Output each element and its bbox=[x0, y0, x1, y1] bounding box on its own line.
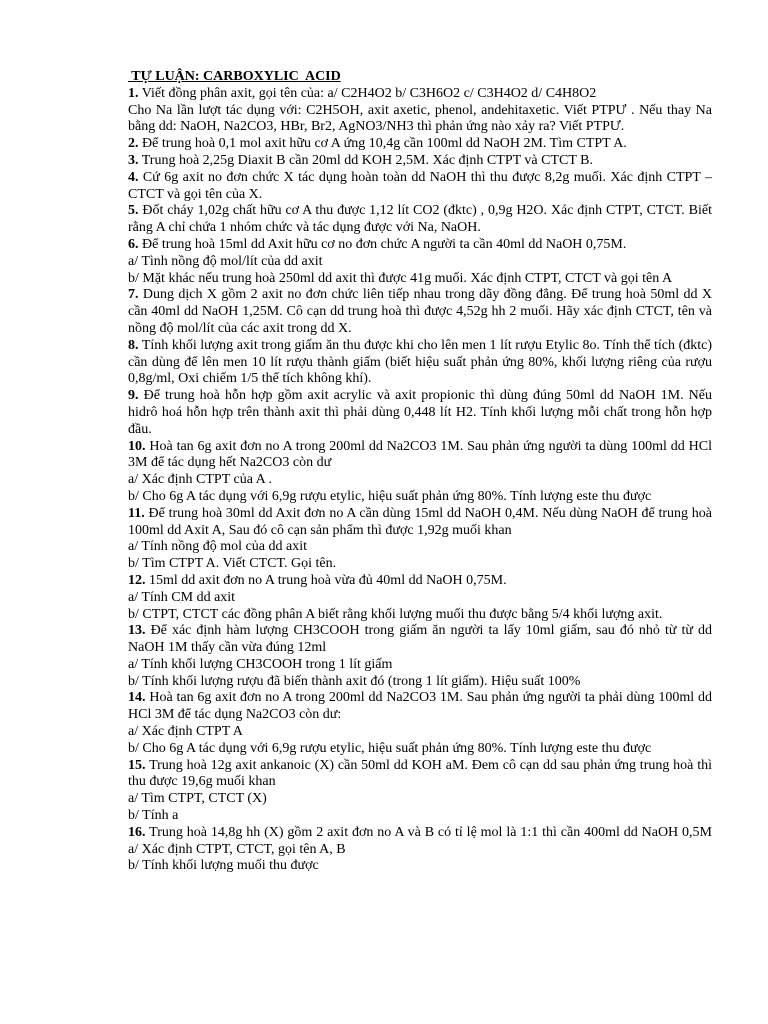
question-15-part-a: a/ Tìm CTPT, CTCT (X) bbox=[128, 791, 267, 807]
question-6-part-a: a/ Tình nồng độ mol/lít của dd axit bbox=[128, 253, 323, 269]
question-12 bbox=[128, 573, 712, 590]
question-text: Để xác định hàm lượng CH3COOH trong giấm ăn người ta lấy 10ml giấm, sau đó nhỏ từ từ dd NaOH 1M thấy cần vừa đúng 12ml bbox=[128, 623, 713, 656]
question-number: 14. bbox=[128, 690, 146, 706]
question-number: 1. bbox=[128, 85, 139, 101]
question-text: Trung hoà 14,8g hh (X) gồm 2 axit đơn no A và B có tỉ lệ mol là 1:1 thì cần 400ml dd NaOH 0,5M bbox=[149, 824, 713, 840]
question-text: Hoà tan 6g axit đơn no A trong 200ml dd Na2CO3 1M. Sau phản ứng người ta dùng 100ml dd HCl 3M để tác dụng hết Na2CO3 còn dư bbox=[128, 438, 712, 471]
question-text: Trung hoà 12g axit ankanoic (X) cần 50ml dd KOH aM. Đem cô cạn dd sau phản ứng trung hoà thì thu được 19,6g muối khan bbox=[128, 757, 712, 790]
question-10-part-b: b/ Cho 6g A tác dụng với 6,9g rượu etylic, hiệu suất phản ứng 80%. Tính lượng este thu được bbox=[128, 488, 652, 504]
question-13 bbox=[128, 623, 712, 657]
question-text: 15ml dd axit đơn no A trung hoà vừa đủ 40ml dd NaOH 0,75M. bbox=[149, 572, 507, 588]
question-text: Để trung hoà hỗn hợp gồm axit acrylic và axit propionic thì dùng đúng 50ml dd NaOH 1M. Nếu hidrô hoá hỗn hợp trên thành axit thì phải dùng 0,448 lít H2. Tính khối lượng mỗi chất trong hỗn hợp đầu. bbox=[128, 388, 713, 437]
question-number: 13. bbox=[128, 623, 146, 639]
question-10-part-a: a/ Xác định CTPT của A . bbox=[128, 472, 272, 488]
question-9 bbox=[128, 388, 712, 438]
question-number: 6. bbox=[128, 236, 139, 252]
document-body bbox=[128, 69, 712, 875]
question-4 bbox=[128, 170, 712, 204]
question-number: 4. bbox=[128, 169, 139, 185]
question-13-part-b: b/ Tính khối lượng rượu đã biến thành axit đó (trong 1 lít giấm). Hiệu suất 100% bbox=[128, 673, 581, 689]
question-number: 10. bbox=[128, 438, 146, 454]
question-11-part-a: a/ Tính nồng độ mol của dd axit bbox=[128, 539, 307, 555]
question-number: 15. bbox=[128, 757, 146, 773]
question-16-part-b: b/ Tính khối lượng muối thu được bbox=[128, 858, 319, 874]
question-text: Cứ 6g axit no đơn chức X tác dụng hoàn toàn dd NaOH thì thu được 8,2g muối. Xác định CTPT – CTCT và gọi tên của X. bbox=[128, 169, 713, 202]
question-5 bbox=[128, 203, 712, 237]
question-12-part-a: a/ Tính CM dd axit bbox=[128, 589, 236, 605]
question-text: Dung dịch X gồm 2 axit no đơn chức liên tiếp nhau trong dãy đồng đẳng. Để trung hoà 50ml dd X cần 40ml dd NaOH 1,25M. Cô cạn dd trung hoà thì được 4,52g hh 2 muối. Hãy xác định CTCT, tên và nồng độ mol/lít của các axit trong dd X. bbox=[128, 287, 712, 336]
question-number: 11. bbox=[128, 505, 145, 521]
question-number: 8. bbox=[128, 337, 139, 353]
question-3 bbox=[128, 153, 712, 170]
question-12-part-b: b/ CTPT, CTCT các đồng phân A biết rằng khối lượng muối thu được bằng 5/4 khối lượng axit. bbox=[128, 606, 663, 622]
question-10 bbox=[128, 439, 712, 473]
question-number: 12. bbox=[128, 572, 146, 588]
question-text: Hoà tan 6g axit đơn no A trong 200ml dd Na2CO3 1M. Sau phản ứng người ta phải dùng 100ml dd HCl 3M để tác dụng Na2CO3 còn dư: bbox=[128, 690, 712, 723]
question-6-part-b: b/ Mặt khác nếu trung hoà 250ml dd axit thì được 41g muối. Xác định CTPT, CTCT và gọi tên A bbox=[128, 270, 673, 286]
question-6 bbox=[128, 237, 712, 254]
question-text: Để trung hoà 15ml dd Axit hữu cơ no đơn chức A người ta cần 40ml dd NaOH 0,75M. bbox=[142, 236, 627, 252]
question-number: 7. bbox=[128, 287, 139, 303]
question-16-part-a: a/ Xác định CTPT, CTCT, gọi tên A, B bbox=[128, 841, 346, 857]
question-number: 9. bbox=[128, 388, 139, 404]
question-11-part-b: b/ Tìm CTPT A. Viết CTCT. Gọi tên. bbox=[128, 556, 337, 572]
question-14 bbox=[128, 690, 712, 724]
question-text: Để trung hoà 0,1 mol axit hữu cơ A ứng 10,4g cần 100ml dd NaOH 2M. Tìm CTPT A. bbox=[142, 136, 627, 152]
question-14-part-a: a/ Xác định CTPT A bbox=[128, 724, 243, 740]
question-13-part-a: a/ Tính khối lượng CH3COOH trong 1 lít giấm bbox=[128, 656, 393, 672]
question-15-part-b: b/ Tính a bbox=[128, 808, 179, 824]
question-number: 3. bbox=[128, 152, 139, 168]
question-15 bbox=[128, 758, 712, 792]
question-text: Đốt cháy 1,02g chất hữu cơ A thu được 1,12 lít CO2 (đktc) , 0,9g H2O. Xác định CTPT, CTCT. Biết rằng A chỉ chứa 1 nhóm chức và tác dụng được với Na, NaOH. bbox=[128, 203, 712, 236]
question-text: Tính khối lượng axit trong giấm ăn thu được khi cho lên men 1 lít rượu Etylic 8o. Tính thể tích (đktc) cần dùng để lên men 10 lít rượu thành giấm (biết hiệu suất phản ứng 80%, khối lượng riêng của rượu 0,8g/ml, Oxi chiếm 1/5 thể tích không khí). bbox=[128, 337, 712, 387]
question-11 bbox=[128, 506, 712, 540]
question-2 bbox=[128, 136, 712, 153]
question-1 bbox=[128, 86, 712, 103]
question-7 bbox=[128, 287, 712, 337]
question-14-part-b: b/ Cho 6g A tác dụng với 6,9g rượu etylic, hiệu suất phản ứng 80%. Tính lượng este thu được bbox=[128, 740, 652, 756]
question-16 bbox=[128, 825, 712, 842]
question-text: Để trung hoà 30ml dd Axit đơn no A cần dùng 15ml dd NaOH 0,4M. Nếu dùng NaOH để trung hoà 100ml dd Axit A, Sau đó cô cạn sản phẩm thì được 1,92g muối khan bbox=[128, 505, 712, 538]
question-number: 5. bbox=[128, 203, 139, 219]
question-number: 16. bbox=[128, 824, 146, 840]
document-title: TỰ LUẬN: CARBOXYLIC ACID bbox=[128, 69, 341, 84]
question-1-note: Cho Na lần lượt tác dụng với: C2H5OH, axit axetic, phenol, andehitaxetic. Viết PTPƯ . Nếu thay Na bằng dd: NaOH, Na2CO3, HBr, Br2, AgNO3/NH3 thì phản ứng nào xảy ra? Viết PTPƯ. bbox=[128, 102, 712, 135]
question-text: Viết đồng phân axit, gọi tên của: a/ C2H4O2 b/ C3H6O2 c/ C3H4O2 d/ C4H8O2 bbox=[141, 85, 597, 101]
question-number: 2. bbox=[128, 136, 139, 152]
question-text: Trung hoà 2,25g Diaxit B cần 20ml dd KOH 2,5M. Xác định CTPT và CTCT B. bbox=[141, 152, 593, 168]
question-8 bbox=[128, 338, 712, 388]
